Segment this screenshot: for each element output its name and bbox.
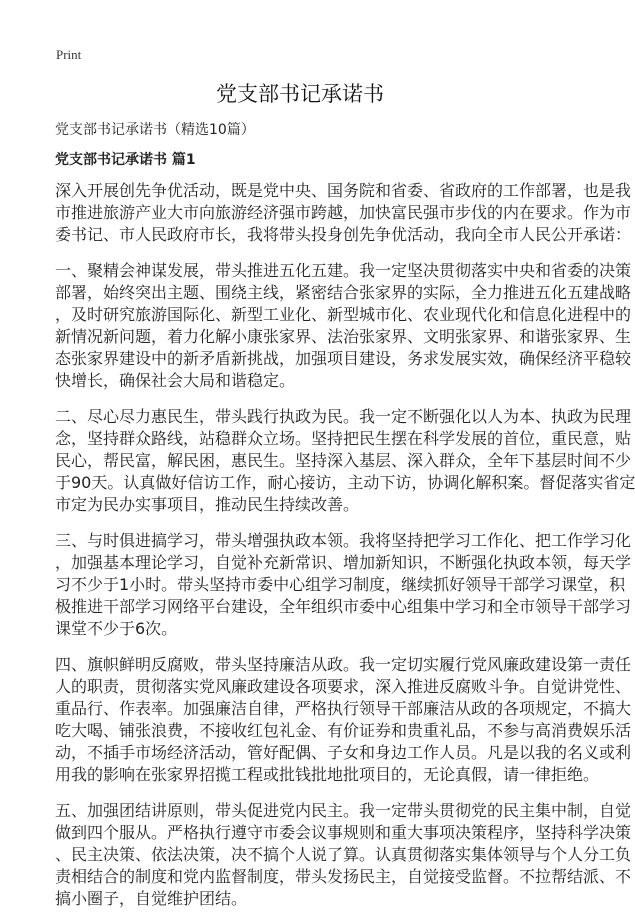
paragraph-line: 、民主决策、依法决策，决不搞个人说了算。认真贯彻落实集体领导与个人分工负 bbox=[55, 845, 632, 864]
paragraph bbox=[55, 530, 632, 640]
paragraph-line: 民心，帮民富，解民困，惠民生。坚持深入基层、深入群众，全年下基层时间不少 bbox=[55, 451, 632, 470]
paragraph-line: 极推进干部学习网络平台建设，全年组织市委中心组集中学习和全市领导干部学习 bbox=[55, 597, 632, 616]
paragraph-line: 二、尽心尽力惠民生，带头践行执政为民。我一定不断强化以人为本、执政为民理 bbox=[55, 407, 632, 426]
paragraph-line: 市定为民办实事项目，推动民生持续改善。 bbox=[55, 495, 360, 514]
document-subtitle: 党支部书记承诺书（精选10篇） bbox=[55, 122, 255, 138]
paragraph-line: 重品行、作表率。加强廉洁自律，严格执行领导干部廉洁从政的各项规定，不搞大 bbox=[55, 699, 632, 718]
paragraph-line: 委书记、市人民政府市长，我将带头投身创先争优活动，我向全市人民公开承诺： bbox=[55, 225, 632, 244]
paragraph-line: 于90天。认真做好信访工作，耐心接访，主动下访，协调化解积案。督促落实省定 bbox=[55, 473, 635, 492]
paragraph-line: 习不少于1小时。带头坚持市委中心组学习制度，继续抓好领导干部学习课堂，积 bbox=[55, 575, 626, 594]
paragraph-line: ，加强基本理论学习，自觉补充新常识、增加新知识，不断强化执政本领，每天学 bbox=[55, 553, 632, 572]
document-body bbox=[55, 180, 635, 924]
paragraph-line: 市推进旅游产业大市向旅游经济强市跨越，加快富民强市步伐的内在要求。作为市 bbox=[55, 203, 632, 222]
paragraph-line: 部署，始终突出主题、围绕主线，紧密结合张家界的实际，全力推进五化五建战略 bbox=[55, 283, 632, 302]
paragraph-line: 吃大喝、铺张浪费，不接收红包礼金、有价证券和贵重礼品，不参与高消费娱乐活 bbox=[55, 721, 632, 740]
document-title: 党支部书记承诺书 bbox=[216, 82, 384, 106]
paragraph bbox=[55, 406, 635, 516]
paragraph bbox=[55, 654, 632, 786]
paragraph-line: 快增长，确保社会大局和谐稳定。 bbox=[55, 371, 296, 390]
paragraph bbox=[55, 800, 632, 910]
paragraph-line: 新情况新问题，着力化解小康张家界、法治张家界、文明张家界、和谐张家界、生 bbox=[55, 327, 632, 346]
print-link[interactable]: Print bbox=[56, 47, 82, 62]
paragraph bbox=[55, 180, 632, 246]
paragraph-line: 一、聚精会神谋发展，带头推进五化五建。我一定坚决贯彻落实中央和省委的决策 bbox=[55, 261, 632, 280]
paragraph-line: 用我的影响在张家界招揽工程或批钱批地批项目的，无论真假，请一律拒绝。 bbox=[55, 765, 600, 784]
paragraph-line: 三、与时俱进搞学习，带头增强执政本领。我将坚持把学习工作化、把工作学习化 bbox=[55, 531, 632, 550]
paragraph-line: 责相结合的制度和党内监督制度，带头发扬民主，自觉接受监督。不拉帮结派、不 bbox=[55, 867, 632, 886]
paragraph-line: 态张家界建设中的新矛盾新挑战，加强项目建设，务求发展实效，确保经济平稳较 bbox=[55, 349, 632, 368]
paragraph-line: 人的职责，贯彻落实党风廉政建设各项要求，深入推进反腐败斗争。自觉讲党性、 bbox=[55, 677, 632, 696]
paragraph-line: 搞小圈子，自觉维护团结。 bbox=[55, 889, 248, 908]
paragraph-line: 五、加强团结讲原则，带头促进党内民主。我一定带头贯彻党的民主集中制，自觉 bbox=[55, 801, 632, 820]
paragraph-line: 动，不插手市场经济活动，管好配偶、子女和身边工作人员。凡是以我的名义或利 bbox=[55, 743, 632, 762]
paragraph-line: 念，坚持群众路线，站稳群众立场。坚持把民生摆在科学发展的首位，重民意，贴 bbox=[55, 429, 632, 448]
paragraph bbox=[55, 260, 632, 392]
paragraph-line: 课堂不少于6次。 bbox=[55, 619, 178, 638]
section-heading: 党支部书记承诺书 篇1 bbox=[55, 152, 196, 168]
paragraph-line: 做到四个服从。严格执行遵守市委会议事规则和重大事项决策程序，坚持科学决策 bbox=[55, 823, 632, 842]
paragraph-line: ，及时研究旅游国际化、新型工业化、新型城市化、农业现代化和信息化进程中的 bbox=[55, 305, 632, 324]
paragraph-line: 深入开展创先争优活动，既是党中央、国务院和省委、省政府的工作部署，也是我 bbox=[55, 181, 632, 200]
paragraph-line: 四、旗帜鲜明反腐败，带头坚持廉洁从政。我一定切实履行党风廉政建设第一责任 bbox=[55, 655, 632, 674]
